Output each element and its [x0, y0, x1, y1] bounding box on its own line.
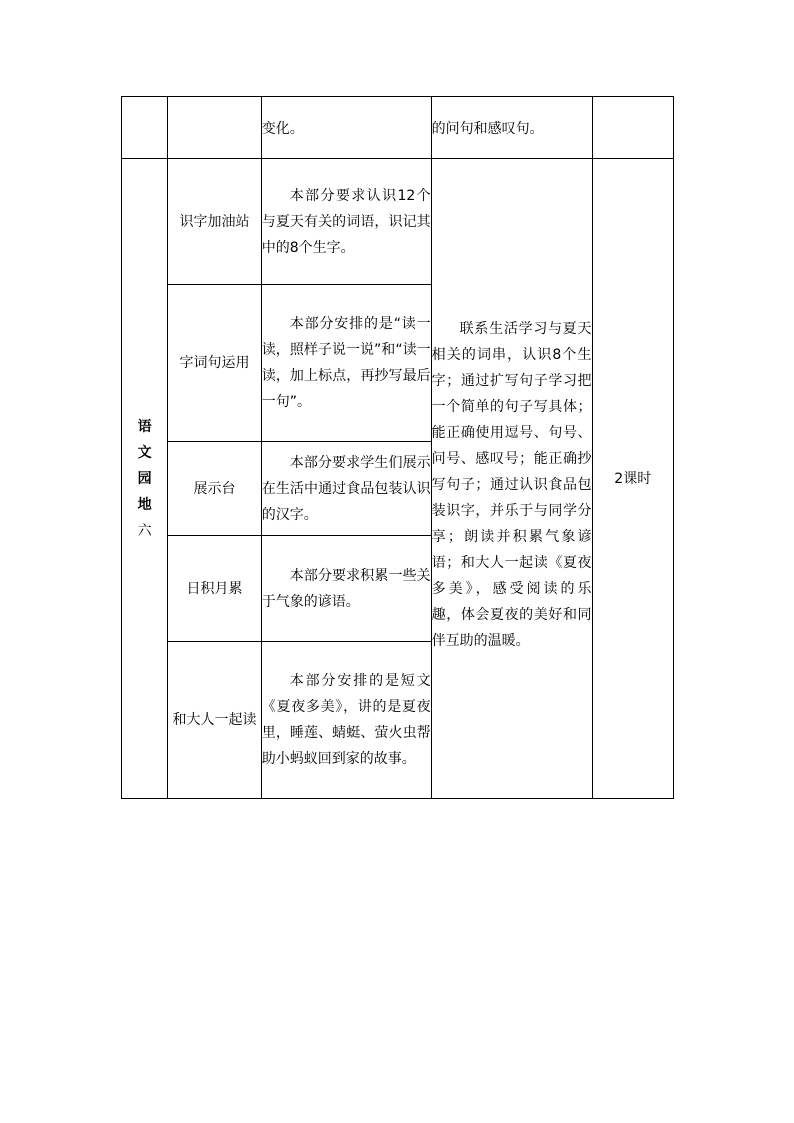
hours-text: 2课时 — [614, 470, 652, 487]
table-row — [122, 159, 674, 285]
subsection-name-cell — [168, 159, 262, 285]
content-text: 变化。 — [261, 120, 304, 137]
section-title-char: 地 — [137, 496, 152, 513]
hours-cell-empty — [592, 97, 673, 159]
goal-text: 的问句和感叹句。 — [431, 120, 544, 137]
subsection-name: 字词句运用 — [179, 355, 250, 371]
content-text: 本部分安排的是“读一读，照样子说一说”和“读一读，加上标点，再抄写最后一句”。 — [261, 316, 431, 410]
subsection-name-cell — [168, 536, 262, 642]
section-title-char: 园 — [137, 470, 152, 487]
goal-text: 联系生活学习与夏天相关的词串，认识8个生字；通过扩写句子学习把一个简单的句子写具体；能正确使用逗号、句号、问号、感叹号；能正确抄写句子；通过认识食品包装识字，并乐于与同学分享；朗读并积累气象谚语；和大人一起读《夏夜多美》，感受阅读的乐趣，体会夏夜的美好和同伴互助的温暖。 — [431, 320, 592, 649]
content-cell — [261, 285, 431, 442]
content-cell — [261, 642, 431, 799]
section-title-char: 语 — [137, 418, 152, 435]
subsection-name-cell — [168, 285, 262, 442]
subsection-name: 展示台 — [193, 480, 236, 497]
subsection-name: 识字加油站 — [179, 213, 250, 230]
lesson-plan-table — [121, 96, 674, 799]
content-cell — [261, 97, 431, 159]
subsection-cell-empty — [168, 97, 262, 159]
content-text: 本部分要求积累一些关于气象的谚语。 — [261, 567, 431, 610]
section-title-char: 文 — [137, 444, 152, 461]
goal-cell — [431, 159, 592, 799]
content-text: 本部分要求认识12个与夏天有关的词语，识记其中的8个生字。 — [261, 187, 431, 256]
subsection-name: 和大人一起读 — [172, 712, 257, 728]
subsection-name-cell — [168, 442, 262, 536]
content-text: 本部分要求学生们展示在生活中通过食品包装认识的汉字。 — [261, 454, 431, 523]
goal-cell — [431, 97, 592, 159]
subsection-name: 日积月累 — [186, 580, 243, 597]
category-cell-empty — [122, 97, 168, 159]
content-text: 本部分安排的是短文《夏夜多美》，讲的是夏夜里，睡莲、蜻蜓、萤火虫帮助小蚂蚁回到家的故事。 — [261, 673, 431, 767]
content-cell — [261, 442, 431, 536]
hours-cell — [592, 159, 673, 799]
section-title-cell — [122, 159, 168, 799]
section-number: 六 — [137, 522, 152, 539]
subsection-name-cell — [168, 642, 262, 799]
table-row-continued — [122, 97, 674, 159]
content-cell — [261, 159, 431, 285]
content-cell — [261, 536, 431, 642]
